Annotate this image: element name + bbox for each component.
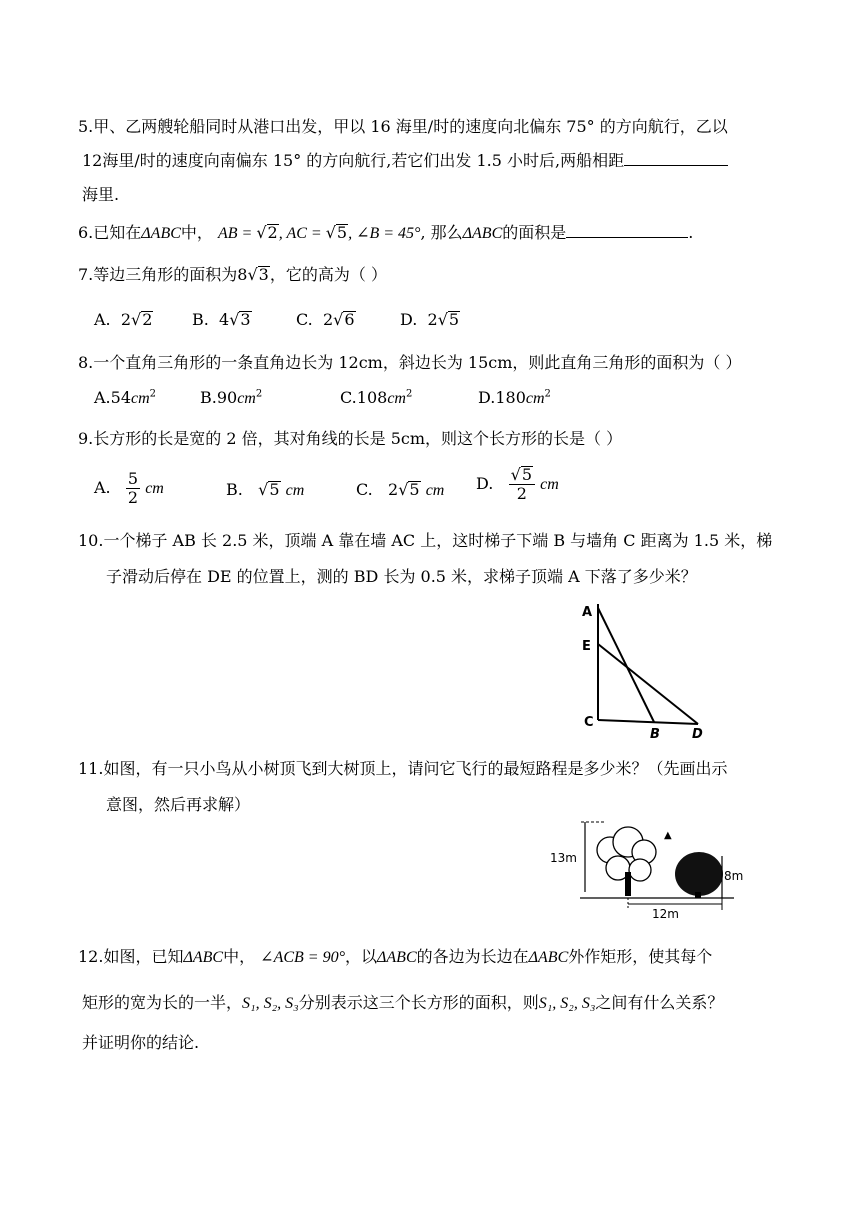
q7-tail: ，它的高为（ ） xyxy=(269,265,387,284)
q6-cond-angle: , ∠B = 45° xyxy=(348,225,421,242)
q5-line1: 5.甲、乙两艘轮船同时从港口出发，甲以 16 海里/时的速度向北偏东 75° 的方向航行，乙以 xyxy=(78,117,728,136)
ladder-ab xyxy=(598,608,654,722)
q12-line2 xyxy=(82,990,723,1013)
q12-s-list: S₁, S₂, S₃ xyxy=(242,995,299,1012)
trees-figure xyxy=(548,816,744,922)
q9-option-a-unit: cm xyxy=(145,480,164,497)
q12-line2-b: 分别表示这三个长方形的面积，则 xyxy=(298,993,539,1012)
q12-triangle: ΔABC xyxy=(183,949,224,966)
q8-option-d-value: 180 xyxy=(495,388,526,407)
q7-option-a-radicand: 2 xyxy=(142,310,153,329)
q6-suffix1: , 那么 xyxy=(420,223,463,242)
q8-option-a-value: 54 xyxy=(110,388,131,407)
q6-prefix: 6.已知在 xyxy=(78,223,142,242)
q6-cond-ac-radicand: 5 xyxy=(336,223,348,242)
q6-line xyxy=(78,220,693,243)
q7-option-d-coef: 2 xyxy=(427,310,438,329)
sqrt-icon: √ xyxy=(258,480,269,499)
q9-option-d-numerator xyxy=(509,466,535,485)
q7-option-b-label: B. xyxy=(192,310,209,329)
q12-line1-d: 的各边为长边在 xyxy=(416,947,529,966)
ground-line xyxy=(598,720,698,724)
q9-option-d-fraction xyxy=(509,466,535,503)
q10-line2: 子滑动后停在 DE 的位置上，测的 BD 长为 0.5 米，求梯子顶端 A 下落了多少米？ xyxy=(106,567,697,586)
q12-line2-a: 矩形的宽为长的一半， xyxy=(82,993,243,1012)
q11-line2: 意图，然后再求解） xyxy=(106,795,251,814)
q6-cond-ab-radicand: 2 xyxy=(267,223,278,242)
q9-option-d[interactable] xyxy=(476,466,559,503)
fig11-label-right: 8m xyxy=(724,869,744,883)
q9-option-d-denominator: 2 xyxy=(516,484,527,503)
q6-answer-blank[interactable] xyxy=(566,223,688,238)
q7-option-c-radicand: 6 xyxy=(344,310,355,329)
q9-option-c-unit: cm xyxy=(425,482,445,499)
q8-option-c-exp: 2 xyxy=(405,388,413,400)
q6-sqrt-sign: √ xyxy=(256,223,267,242)
q7-option-c[interactable] xyxy=(296,310,356,329)
q8-option-b[interactable] xyxy=(200,388,262,408)
q8-option-b-unit: cm xyxy=(237,390,256,407)
q12-line1 xyxy=(78,944,712,967)
fig10-label-c: C xyxy=(584,715,594,730)
q6-triangle: ΔABC xyxy=(141,225,181,242)
q7-option-d[interactable] xyxy=(400,310,460,329)
q6-sqrt-sign-2: √ xyxy=(325,223,336,242)
q8-option-d[interactable] xyxy=(478,388,551,408)
small-tree xyxy=(597,827,656,896)
q8-option-a[interactable] xyxy=(94,388,156,408)
q5-answer-blank[interactable] xyxy=(624,151,728,166)
q8-option-b-value: 90 xyxy=(216,388,238,407)
q7-option-b[interactable] xyxy=(192,310,252,329)
sqrt-icon: √ xyxy=(131,310,142,329)
q7-option-c-coef: 2 xyxy=(322,310,334,329)
q9-option-b-label: B. xyxy=(226,480,243,499)
q7-option-d-label: D. xyxy=(400,310,418,329)
q8-line: 8.一个直角三角形的一条直角边长为 12cm，斜边长为 15cm，则此直角三角形的面积为（ ） xyxy=(78,353,742,372)
q8-option-c-value: 108 xyxy=(356,388,388,407)
fig10-label-d: D xyxy=(692,727,703,742)
sqrt-icon: √ xyxy=(398,480,409,499)
q9-option-c-radicand: 5 xyxy=(409,480,420,499)
q7-value-coef: 8 xyxy=(237,265,248,284)
q12-triangle-3: ΔABC xyxy=(528,949,569,966)
q7-option-a[interactable] xyxy=(94,310,153,329)
q11-line1: 11.如图，有一只小鸟从小树顶飞到大树顶上，请问它飞行的最短路程是多少米？（先画出示 xyxy=(78,759,728,778)
big-tree xyxy=(675,852,723,898)
ladder-figure xyxy=(578,590,718,740)
q7-option-c-label: C. xyxy=(296,310,313,329)
sqrt-icon: √ xyxy=(510,465,521,484)
q12-line1-e: 外作矩形，使其每个 xyxy=(568,947,713,966)
q7-text: 7.等边三角形的面积为 xyxy=(78,265,238,284)
q5-line2 xyxy=(82,148,728,171)
q12-line1-c: ，以 xyxy=(345,947,378,966)
q9-option-a-label: A. xyxy=(94,478,111,497)
q9-option-c[interactable] xyxy=(356,480,444,500)
q12-s-list-2: S₁, S₂, S₃ xyxy=(538,995,596,1012)
q9-option-d-unit: cm xyxy=(540,476,559,493)
sqrt-icon: √ xyxy=(437,310,448,329)
q12-line3: 并证明你的结论. xyxy=(82,1033,200,1052)
fig11-label-left: 13m xyxy=(550,851,577,865)
fig10-label-a: A xyxy=(582,605,593,620)
q10-line1: 10.一个梯子 AB 长 2.5 米，顶端 A 靠在墙 AC 上，这时梯子下端 B 与墙角 C 距离为 1.5 米，梯 xyxy=(78,531,773,550)
q8-option-b-exp: 2 xyxy=(255,388,263,400)
q6-suffix2: 的面积是 xyxy=(502,223,567,242)
q9-option-a[interactable] xyxy=(94,470,164,507)
q9-option-b-unit: cm xyxy=(285,482,305,499)
q7-option-d-radicand: 5 xyxy=(448,310,460,329)
fig10-label-b: B xyxy=(650,727,660,742)
q12-line2-c: 之间有什么关系？ xyxy=(595,993,724,1012)
q12-angle: ∠ACB = 90° xyxy=(260,949,345,966)
q6-triangle-2: ΔABC xyxy=(462,225,503,242)
bird-mark: ▲ xyxy=(664,830,672,841)
q8-option-c[interactable] xyxy=(340,388,412,408)
q8-option-a-unit: cm xyxy=(131,390,150,407)
q8-option-c-label: C. xyxy=(340,388,357,407)
fig10-label-e: E xyxy=(582,639,591,654)
q6-mid: 中， xyxy=(180,223,213,242)
q8-option-d-unit: cm xyxy=(525,390,545,407)
q8-option-b-label: B. xyxy=(200,388,217,407)
q7-option-b-radicand: 3 xyxy=(240,310,251,329)
q9-option-c-coef: 2 xyxy=(388,480,399,499)
q9-option-a-denominator: 2 xyxy=(127,488,139,507)
q9-option-b-radicand: 5 xyxy=(269,480,280,499)
q5-line3: 海里. xyxy=(82,185,120,204)
q7-sqrt-sign: √ xyxy=(247,265,258,284)
q7-value-radicand: 3 xyxy=(258,265,269,284)
q6-cond-ac: , AC = xyxy=(278,225,326,242)
q9-option-b[interactable] xyxy=(226,480,304,500)
q8-option-d-label: D. xyxy=(478,388,496,407)
q9-option-c-label: C. xyxy=(356,480,373,499)
q8-option-c-unit: cm xyxy=(387,390,406,407)
q12-line1-a: 12.如图，已知 xyxy=(78,947,184,966)
q7-option-a-label: A. xyxy=(94,310,111,329)
q9-option-d-radicand: 5 xyxy=(521,465,532,484)
q6-cond-ab: AB = xyxy=(218,225,257,242)
q7-option-a-coef: 2 xyxy=(120,310,131,329)
q9-option-a-numerator: 5 xyxy=(127,469,139,488)
q7-line xyxy=(78,262,387,285)
q5-line2-text: 12海里/时的速度向南偏东 15° 的方向航行,若它们出发 1.5 小时后,两船相距 xyxy=(82,151,625,170)
q7-option-b-coef: 4 xyxy=(219,310,230,329)
sqrt-icon: √ xyxy=(229,310,240,329)
q8-option-d-exp: 2 xyxy=(544,388,551,400)
q9-option-d-label: D. xyxy=(476,474,494,493)
q8-option-a-label: A. xyxy=(94,388,111,407)
q6-end: . xyxy=(688,223,694,242)
q9-option-a-fraction xyxy=(126,470,140,507)
fig11-label-bottom: 12m xyxy=(652,907,679,921)
q8-option-a-exp: 2 xyxy=(149,388,157,400)
q12-triangle-2: ΔABC xyxy=(377,949,417,966)
q9-line: 9.长方形的长是宽的 2 倍，其对角线的长是 5cm，则这个长方形的长是（ ） xyxy=(78,429,623,448)
sqrt-icon: √ xyxy=(333,310,344,329)
q12-line1-b: 中， xyxy=(223,947,256,966)
